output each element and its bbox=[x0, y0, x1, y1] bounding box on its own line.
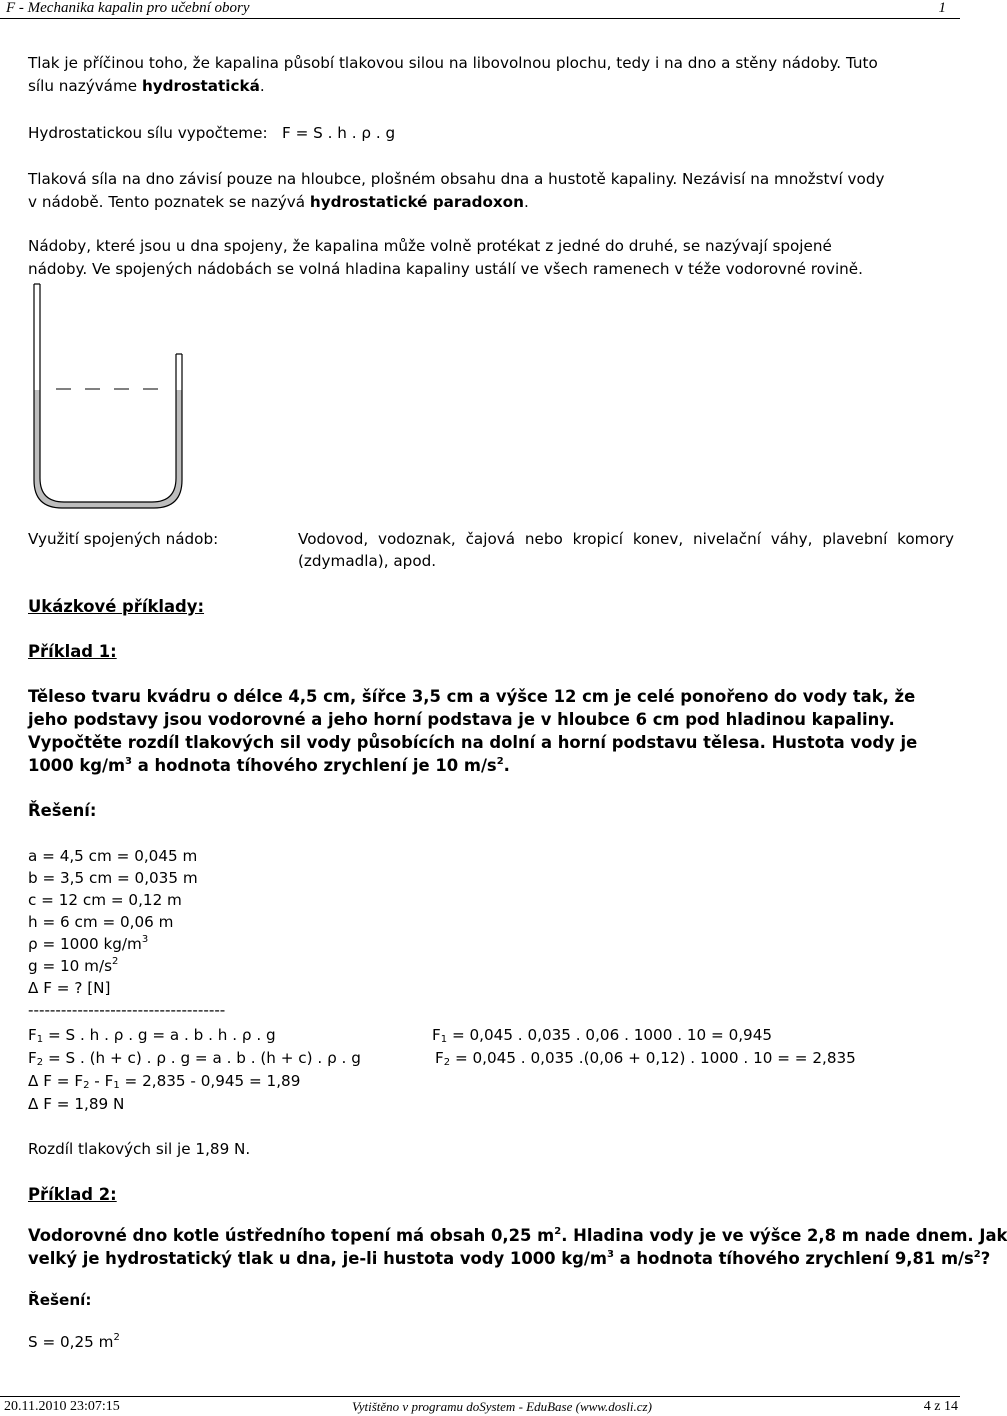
calc-result: Δ F = 1,89 N bbox=[28, 1095, 125, 1113]
calc-f2-values: $F_2 = 0,045$ . 0,035 .(0,06 + 0,12) . 1000 . 10 = = 2,835 bbox=[435, 1049, 856, 1068]
paradox-line-1: Tlaková síla na dno závisí pouze na hloubce, plošném obsahu dna a hustotě kapaliny. Nezávisí na množství vody bbox=[28, 170, 885, 188]
example-1-title: Příklad 1: bbox=[28, 642, 117, 661]
given-rho: ρ = 1000 $kg/m^3$ bbox=[28, 934, 149, 953]
header-page-number: 1 bbox=[938, 0, 946, 16]
footer-printed-by: Vytištěno v programu doSystem - EduBase (www.dosli.cz) bbox=[352, 1399, 652, 1414]
example-1-answer: Rozdíl tlakových sil je 1,89 N. bbox=[28, 1140, 251, 1158]
example-1-line-4: 1000 $kg/m^3$ a hodnota tíhového zrychlení je 10 $m/s^2$. bbox=[28, 756, 510, 775]
footer-date: 20.11.2010 23:07:15 bbox=[4, 1399, 120, 1414]
example-2-title: Příklad 2: bbox=[28, 1185, 117, 1204]
unknown-delta-f: Δ F = ? [N] bbox=[28, 979, 111, 997]
formula-label: Hydrostatickou sílu vypočteme: bbox=[28, 124, 268, 142]
given-c: c = 12 cm = 0,12 m bbox=[28, 891, 182, 909]
page-footer bbox=[0, 1396, 960, 1416]
paradox-line-2: v nádobě. Tento poznatek se nazývá hydrostatické paradoxon. bbox=[28, 193, 529, 211]
example-1-solution-title: Řešení: bbox=[28, 801, 97, 820]
formula-expression: F = S . h . ρ . g bbox=[282, 124, 396, 142]
example-2-solution-title: Řešení: bbox=[28, 1291, 92, 1309]
example-2-line-2: velký je hydrostatický tlak u dna, je-li hustota vody 1000 $kg/m^3$ a hodnota tíhového zrychlení 9,81 $m/s^2$? bbox=[28, 1249, 991, 1268]
example-1-line-2: jeho podstavy jsou vodorovné a jeho horní podstava je v hloubce 6 cm pod hladinou kapaliny. bbox=[28, 710, 895, 729]
intro-line-2: sílu nazýváme hydrostatická. bbox=[28, 77, 265, 95]
usage-label: Využití spojených nádob: bbox=[28, 530, 219, 548]
usage-text: Vodovod, vodoznak, čajová nebo kropicí konev, nivelační váhy, plavební komory (zdymadla), apod. bbox=[298, 530, 954, 570]
page-header bbox=[0, 0, 960, 19]
intro-line-1: Tlak je příčinou toho, že kapalina působí tlakovou silou na libovolnou plochu, tedy i na dno a stěny nádoby. Tuto bbox=[28, 54, 878, 72]
calc-f1-formula: $F_1 = S$ . h . ρ . g = a . b . h . ρ . g bbox=[28, 1026, 276, 1045]
connected-vessels-diagram bbox=[30, 280, 190, 520]
term-hydrostatic-force: hydrostatická bbox=[141, 77, 260, 95]
header-title: F - Mechanika kapalin pro učební obory bbox=[6, 0, 250, 16]
example-1-line-1: Těleso tvaru kvádru o délce 4,5 cm, šířce 3,5 cm a výšce 12 cm je celé ponořeno do vody tak, že bbox=[28, 687, 916, 706]
formula-line bbox=[28, 122, 396, 144]
example-2-line-1: Vodorovné dno kotle ústředního topení má obsah 0,25 $m^2$. Hladina vody je ve výšce 2,8 m nade dnem. Jak bbox=[28, 1226, 1007, 1245]
example-2-given-s: S = 0,25 $m^2$ bbox=[28, 1332, 120, 1351]
given-h: h = 6 cm = 0,06 m bbox=[28, 913, 174, 931]
calc-f2-formula: $F_2 = S$ . (h + c) . ρ . g = a . b . (h + c) . ρ . g bbox=[28, 1049, 361, 1068]
term-paradox: hydrostatické paradoxon bbox=[309, 193, 524, 211]
calc-f1-values: $F_1 = 0,045$ . 0,035 . 0,06 . 1000 . 10 = 0,945 bbox=[432, 1026, 773, 1045]
given-b: b = 3,5 cm = 0,035 m bbox=[28, 869, 198, 887]
footer-page-count: 4 z 14 bbox=[923, 1399, 958, 1414]
vessels-line-1: Nádoby, které jsou u dna spojeny, že kapalina může volně protékat z jedné do druhé, se nazývají spojené bbox=[28, 237, 832, 255]
examples-heading: Ukázkové příklady: bbox=[28, 597, 205, 616]
vessels-line-2: nádoby. Ve spojených nádobách se volná hladina kapaliny ustálí ve všech ramenech v téže vodorovné rovině. bbox=[28, 260, 863, 278]
separator-line: ------------------------------------ bbox=[28, 1001, 226, 1019]
calc-difference: Δ $F = F_2 - F_1 = 2,835 - 0,945 = 1,89$ bbox=[28, 1072, 301, 1091]
example-1-line-3: Vypočtěte rozdíl tlakových sil vody působících na dolní a horní podstavu tělesa. Hustota vody je bbox=[28, 733, 918, 752]
given-g: g = 10 $m/s^2$ bbox=[28, 956, 119, 975]
given-a: a = 4,5 cm = 0,045 m bbox=[28, 847, 198, 865]
